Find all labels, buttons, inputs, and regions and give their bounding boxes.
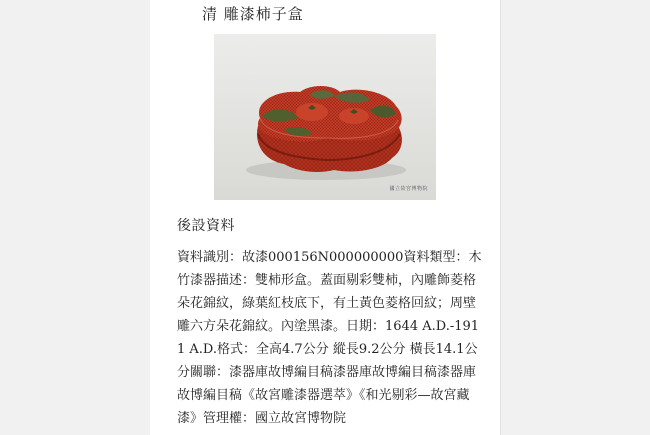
section-heading: 後設資料 xyxy=(177,218,235,234)
metadata-text: 資料識別：故漆000156N000000000資料類型：木竹漆器描述：雙柿形盒。蓋面剔彩雙柿，內雕飾菱格朵花錦紋，綠葉紅枝底下，有土黃色菱格回紋；周壁雕六方朵花錦紋。內塗黑漆。日期：1644 A.D.-1911 A.D.格式：全高4.7公分 縱長9.2公分 橫長14.1公分關聯：漆器庫故博編目稿漆器庫故博編目稿漆器庫故博編目稿《故宮雕漆器選萃》《和光剔彩—故宮藏漆》管理權：國立故宮博物院 xyxy=(177,250,482,426)
museum-seal: 國立故宮博物院 xyxy=(389,186,428,192)
lacquer-box-image xyxy=(214,34,436,200)
artifact-photo[interactable] xyxy=(214,34,436,200)
left-margin xyxy=(0,0,151,435)
page-title: 清 雕漆柿子盒 xyxy=(202,5,304,23)
article-content[interactable] xyxy=(150,0,500,435)
right-margin xyxy=(500,0,650,435)
